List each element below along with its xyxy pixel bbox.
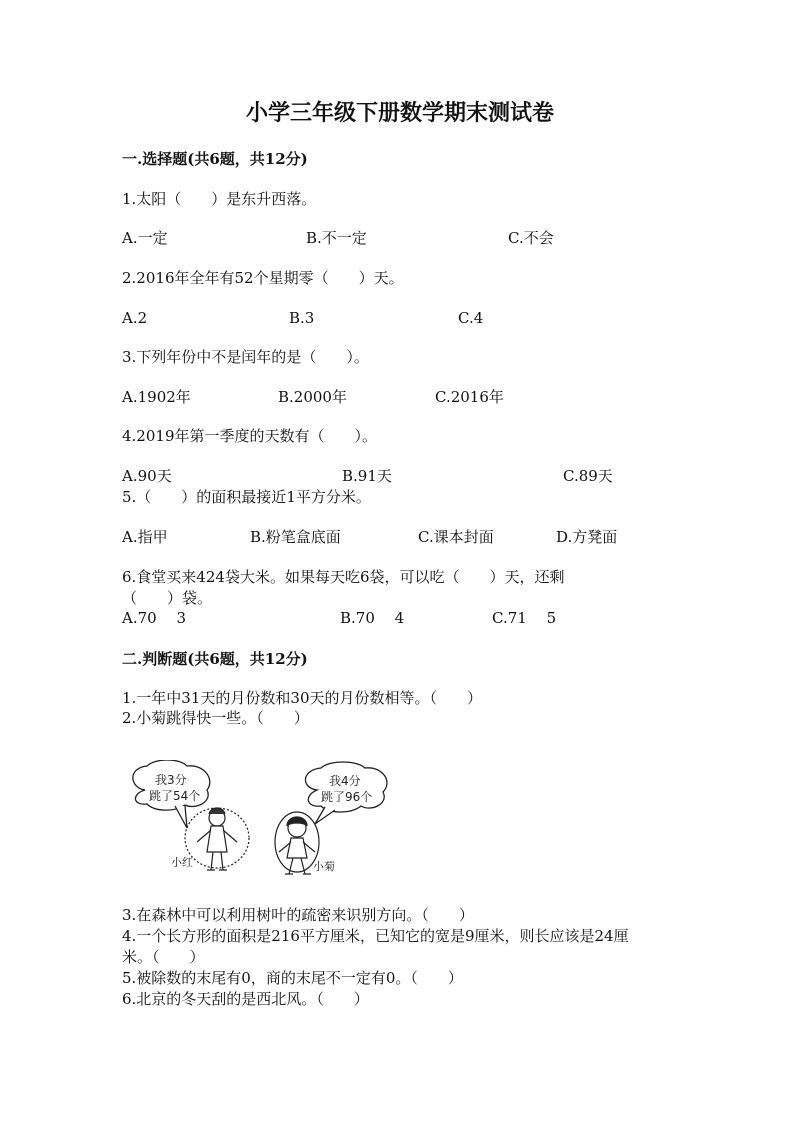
- q5-option-b: B.粉笔盒底面: [250, 528, 341, 546]
- q1-option-a: A.一定: [122, 229, 168, 247]
- q3-stem: 3.下列年份中不是闰年的是（ ）。: [122, 348, 369, 366]
- left-bubble-line2: 跳了54个: [149, 789, 201, 803]
- tf-q1: 1.一年中31天的月份数和30天的月份数相等。（ ）: [122, 689, 482, 707]
- q2-option-a: A.2: [122, 309, 148, 327]
- left-name: 小红: [171, 856, 193, 869]
- tf-q4-line1: 4.一个长方形的面积是216平方厘米，已知它的宽是9厘米，则长应该是24厘: [122, 927, 629, 945]
- jump-rope-illustration: [125, 760, 425, 890]
- q2-option-b: B.3: [289, 309, 315, 327]
- q6-option-a: A.70 3: [122, 609, 186, 627]
- left-bubble-line1: 我3分: [155, 773, 187, 787]
- section2-heading: 二.判断题(共6题，共12分): [122, 650, 308, 668]
- q6-option-b: B.70 4: [340, 609, 405, 627]
- q1-option-c: C.不会: [508, 229, 554, 247]
- q2-option-c: C.4: [458, 309, 484, 327]
- q4-option-b: B.91天: [342, 467, 392, 485]
- page-title: 小学三年级下册数学期末测试卷: [245, 100, 554, 126]
- q6-stem-line1: 6.食堂买来424袋大米。如果每天吃6袋，可以吃（ ）天，还剩: [122, 568, 565, 586]
- q3-option-c: C.2016年: [435, 388, 504, 406]
- q1-stem: 1.太阳（ ）是东升西落。: [122, 190, 317, 208]
- q5-stem: 5.（ ）的面积最接近1平方分米。: [122, 488, 371, 506]
- q5-option-c: C.课本封面: [418, 528, 494, 546]
- tf-q6: 6.北京的冬天刮的是西北风。（ ）: [122, 990, 369, 1008]
- right-bubble-line1: 我4分: [329, 774, 361, 788]
- q4-stem: 4.2019年第一季度的天数有（ ）。: [122, 427, 377, 445]
- right-bubble-line2: 跳了96个: [321, 790, 373, 804]
- q6-option-c: C.71 5: [492, 609, 557, 627]
- q5-option-d: D.方凳面: [556, 528, 618, 546]
- q3-option-a: A.1902年: [122, 388, 191, 406]
- q5-option-a: A.指甲: [122, 528, 168, 546]
- left-speech-bubble: [133, 760, 210, 828]
- girl-figure-xiaohong: [185, 808, 249, 870]
- q2-stem: 2.2016年全年有52个星期零（ ）天。: [122, 269, 404, 287]
- q1-option-b: B.不一定: [306, 229, 367, 247]
- tf-q5: 5.被除数的末尾有0，商的末尾不一定有0。（ ）: [122, 969, 463, 987]
- tf-q2: 2.小菊跳得快一些。（ ）: [122, 709, 309, 727]
- q3-option-b: B.2000年: [278, 388, 347, 406]
- tf-q4-line2: 米。（ ）: [122, 948, 205, 966]
- right-name: 小菊: [313, 860, 335, 873]
- right-speech-bubble: [305, 762, 387, 824]
- q6-stem-line2: （ ）袋。: [122, 589, 213, 607]
- q4-option-c: C.89天: [563, 467, 613, 485]
- tf-q3: 3.在森林中可以利用树叶的疏密来识别方向。（ ）: [122, 906, 474, 924]
- q4-option-a: A.90天: [122, 467, 172, 485]
- section1-heading: 一.选择题(共6题，共12分): [122, 150, 308, 168]
